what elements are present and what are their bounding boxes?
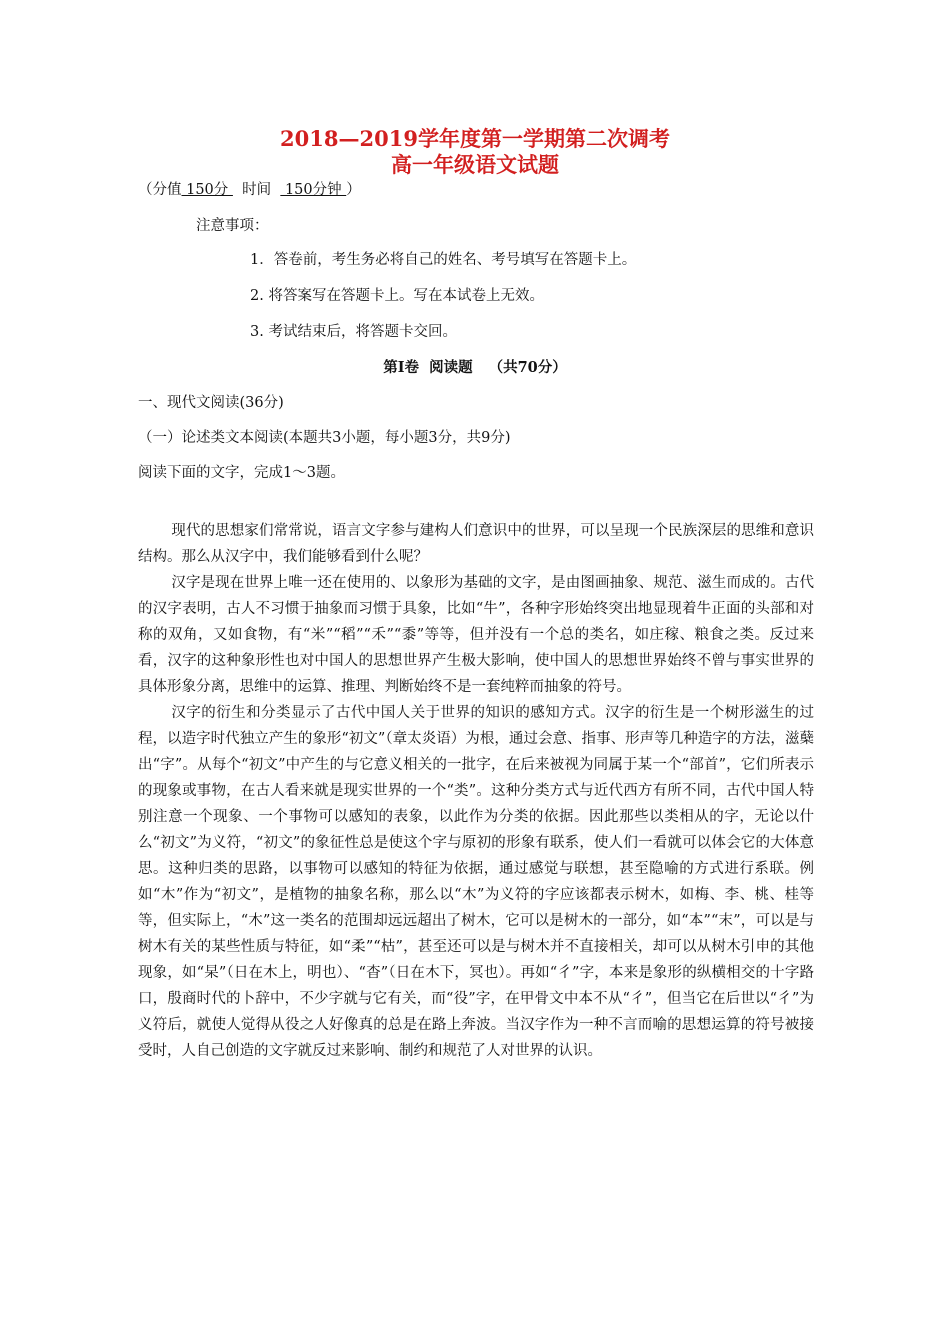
passage-paragraph: 汉字的衍生和分类显示了古代中国人关于世界的知识的感知方式。汉字的衍生是一个树形滋生的过程，以造字时代独立产生的象形“初文”（章太炎语）为根，通过会意、指事、形声等几种造字的方法，滋蘖出“字”。从每个“初文”中产生的与它意义相关的一批字，在后来被视为同属于某一个“部首”，它们所表示的现象或事物，在古人看来就是现实世界的一个“类”。这种分类方式与近代西方有所不同，古代中国人特别注意一个现象、一个事物可以感知的表象，以此作为分类的依据。因此那些以类相从的字，无论以什么“初文”为义符，“初文”的象征性总是使这个字与原初的形象有联系，使人们一看就可以体会它的大体意思。这种归类的思路，以事物可以感知的特征为依据，通过感觉与联想，甚至隐喻的方式进行系联。例如“木”作为“初文”，是植物的抽象名称，那么以“木”为义符的字应该都表示树木，如梅、李、桃、桂等等，但实际上，“木”这一类名的范围却远远超出了树木，它可以是树木的一部分，如“本”“末”，可以是与树木有关的某些性质与特征，如“柔”“枯”，甚至还可以是与树木并不直接相关，却可以从树木引申的其他现象，如“杲”（日在木上，明也）、“杳”（日在木下，冥也）。再如“彳”字，本来是象形的纵横相交的十字路口，殷商时代的卜辞中，不少字就与它有关，而“役”字，在甲骨文中本不从“彳”，但当它在后世以“彳”为义符后，就使人觉得从役之人好像真的总是在路上奔波。当汉字作为一种不言而喻的思想运算的符号被接受时，人自己创造的文字就反过来影响、制约和规范了人对世界的认识。 (138, 705, 814, 1059)
subpart-heading: （一）论述类文本阅读(本题共3小题，每小题3分，共9分) (138, 430, 511, 446)
section-points: （共70分） (488, 359, 567, 376)
reading-passage (138, 518, 814, 1064)
time-value: 150分钟 (280, 182, 347, 198)
meta-suffix: ） (346, 182, 361, 198)
notice-item: 1．答卷前，考生务必将自己的姓名、考号填写在答题卡上。 (250, 252, 637, 268)
part-heading: 一、现代文阅读(36分) (138, 395, 284, 411)
meta-prefix: （分值 (138, 182, 182, 198)
meta-mid: 时间 (232, 182, 281, 198)
notice-heading: 注意事项： (196, 218, 269, 234)
notice-list (250, 250, 636, 358)
score-value: 150分 (181, 182, 233, 198)
reading-instruction: 阅读下面的文字，完成1～3题。 (138, 465, 345, 481)
exam-title: 2018—2019学年度第一学期第二次调考 (280, 126, 670, 151)
passage-paragraph: 汉字是现在世界上唯一还在使用的、以象形为基础的文字，是由图画抽象、规范、滋生而成的。古代的汉字表明，古人不习惯于抽象而习惯于具象，比如“牛”，各种字形始终突出地显现着牛正面的头部和对称的双角，又如食物，有“米”“稻”“禾”“黍”等等，但并没有一个总的类名，如庄稼、粮食之类。反过来看，汉字的这种象形性也对中国人的思想世界产生极大影响，使中国人的思想世界始终不曾与事实世界的具体形象分离，思维中的运算、推理、判断始终不是一套纯粹而抽象的符号。 (138, 575, 814, 695)
notice-item: 3. 考试结束后，将答题卡交回。 (250, 324, 457, 340)
passage-paragraph: 现代的思想家们常常说，语言文字参与建构人们意识中的世界，可以呈现一个民族深层的思维和意识结构。那么从汉字中，我们能够看到什么呢？ (138, 523, 814, 565)
notice-item: 2. 将答案写在答题卡上。写在本试卷上无效。 (250, 288, 544, 304)
section-title: 第Ⅰ卷 阅读题 (383, 359, 473, 376)
exam-subtitle: 高一年级语文试题 (391, 152, 559, 177)
section-heading (0, 356, 950, 377)
score-time-info (138, 180, 361, 200)
